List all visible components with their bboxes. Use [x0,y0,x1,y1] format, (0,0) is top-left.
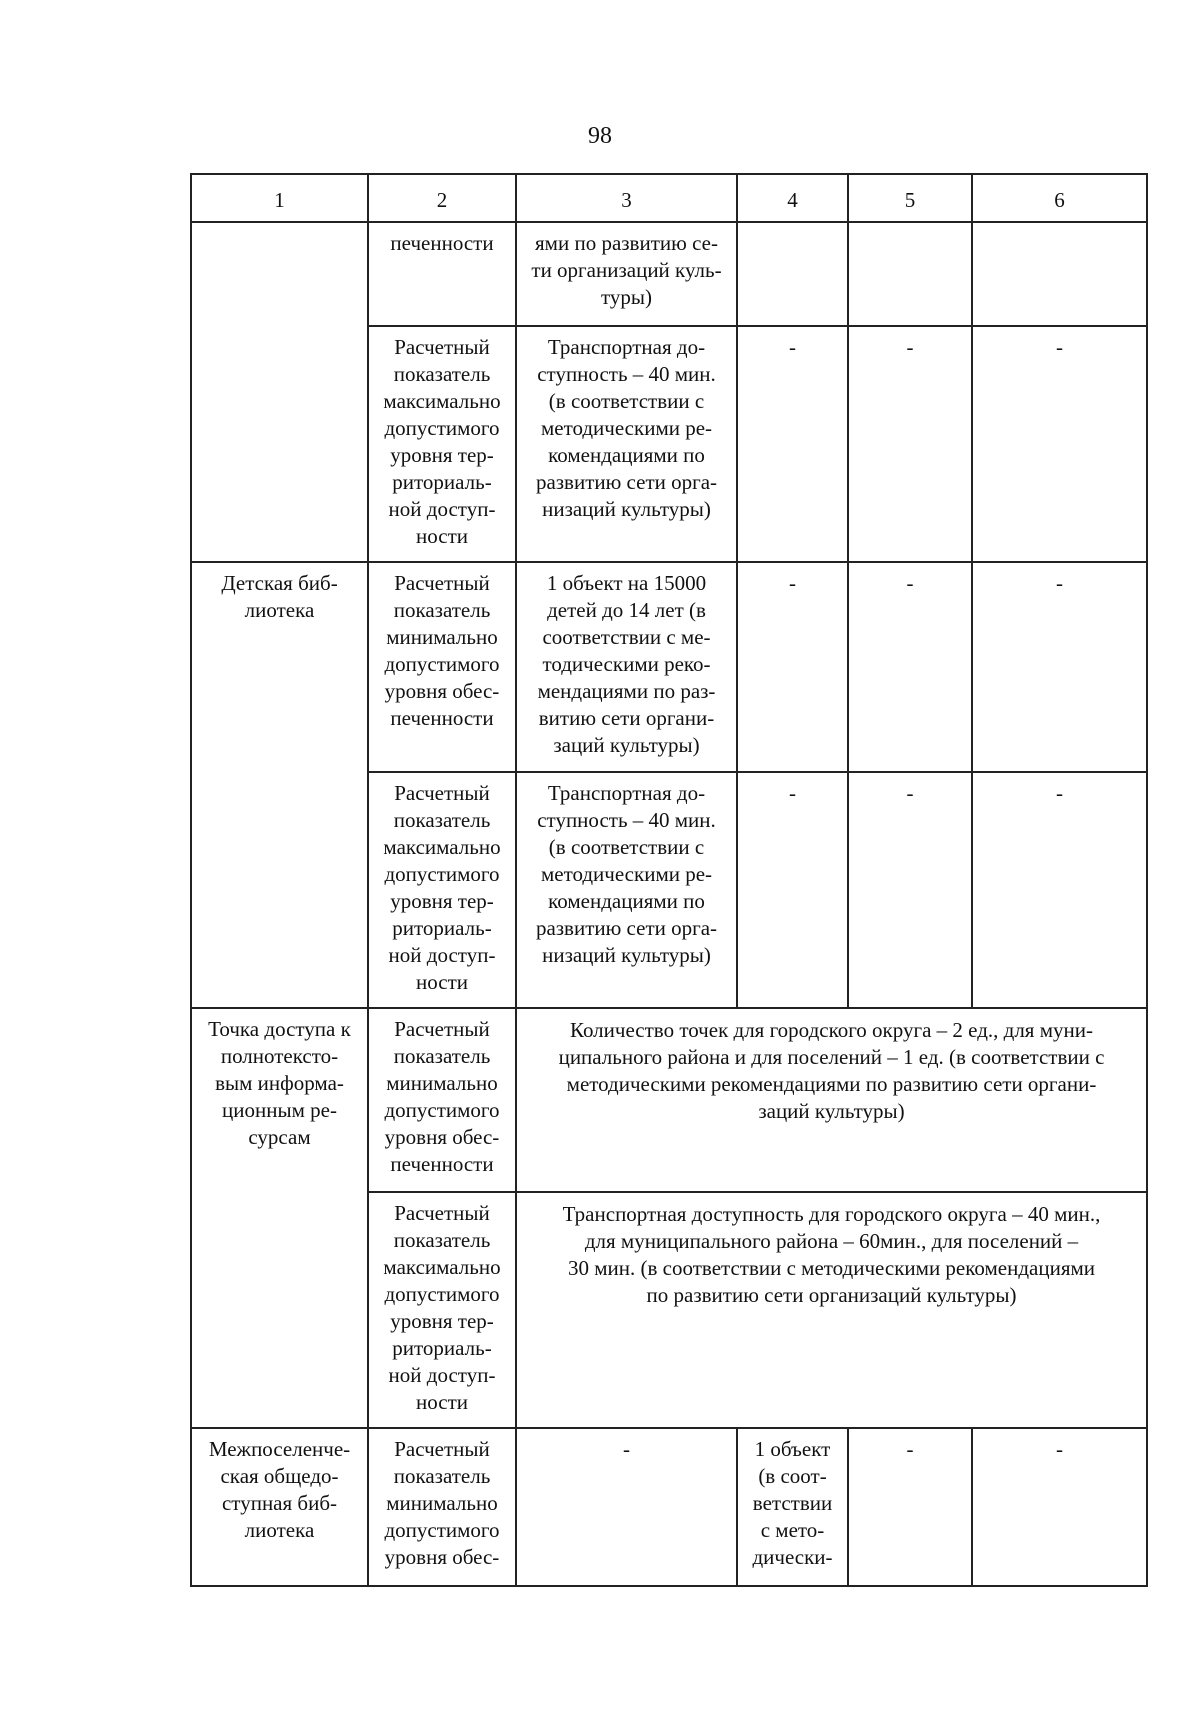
cell-value: Транспортная до- ступность – 40 мин. (в соответствии с методическими ре- комендациями по развитию сети орга- низаций культуры) [516,326,737,562]
cell-col-6: - [972,326,1147,562]
table-row [191,1008,1147,1192]
table-row [191,1428,1147,1586]
header-col-3: 3 [516,174,737,222]
cell-value: - [516,1428,737,1586]
cell-object: Межпоселенче- ская общедо- ступная биб- лиотека [191,1428,368,1586]
header-col-6: 6 [972,174,1147,222]
header-col-1: 1 [191,174,368,222]
header-col-4: 4 [737,174,848,222]
table-row [191,222,1147,326]
cell-indicator: Расчетный показатель максимально допустимого уровня тер- риториаль- ной доступ- ности [368,1192,516,1428]
standards-table [190,173,1148,1587]
cell-col-4: - [737,772,848,1008]
cell-col-6: - [972,772,1147,1008]
cell-object: Детская биб- лиотека [191,562,368,772]
cell-col-4 [737,222,848,326]
table-row [191,562,1147,772]
cell-col-4: - [737,562,848,772]
cell-object [191,772,368,1008]
cell-indicator: Расчетный показатель минимально допустимого уровня обес- печенности [368,562,516,772]
page-number: 98 [588,123,612,149]
cell-value: 1 объект на 15000 детей до 14 лет (в соответствии с ме- тодическими реко- мендациями по раз- витию сети органи- заций культуры) [516,562,737,772]
cell-indicator: печенности [368,222,516,326]
cell-indicator: Расчетный показатель минимально допустимого уровня обес- [368,1428,516,1586]
cell-value: ями по развитию се- ти организаций куль- туры) [516,222,737,326]
table-row [191,326,1147,562]
cell-value-merged: Количество точек для городского округа – 2 ед., для муни- ципального района и для поселений – 1 ед. (в соответствии с методическими рекомендациями по развитию сети органи- заций культуры) [516,1008,1147,1192]
cell-col-6: - [972,1428,1147,1586]
table-row [191,772,1147,1008]
cell-col-4: - [737,326,848,562]
cell-col-5 [848,222,972,326]
cell-col-5: - [848,772,972,1008]
cell-indicator: Расчетный показатель минимально допустимого уровня обес- печенности [368,1008,516,1192]
cell-indicator: Расчетный показатель максимально допустимого уровня тер- риториаль- ной доступ- ности [368,772,516,1008]
cell-col-4: 1 объект (в соот- ветствии с мето- дически- [737,1428,848,1586]
cell-object [191,326,368,562]
cell-col-5: - [848,1428,972,1586]
cell-col-5: - [848,326,972,562]
cell-indicator: Расчетный показатель максимально допустимого уровня тер- риториаль- ной доступ- ности [368,326,516,562]
header-col-2: 2 [368,174,516,222]
header-col-5: 5 [848,174,972,222]
cell-col-6: - [972,562,1147,772]
cell-object [191,222,368,326]
cell-value: Транспортная до- ступность – 40 мин. (в соответствии с методическими ре- комендациями по развитию сети орга- низаций культуры) [516,772,737,1008]
cell-value-merged: Транспортная доступность для городского округа – 40 мин., для муниципального района – 60мин., для поселений – 30 мин. (в соответствии с методическими рекомендациями по развитию сети организаций культуры) [516,1192,1147,1428]
cell-col-6 [972,222,1147,326]
cell-object: Точка доступа к полнотексто- вым информа- ционным ре- сурсам [191,1008,368,1428]
cell-col-5: - [848,562,972,772]
header-row [191,174,1147,222]
